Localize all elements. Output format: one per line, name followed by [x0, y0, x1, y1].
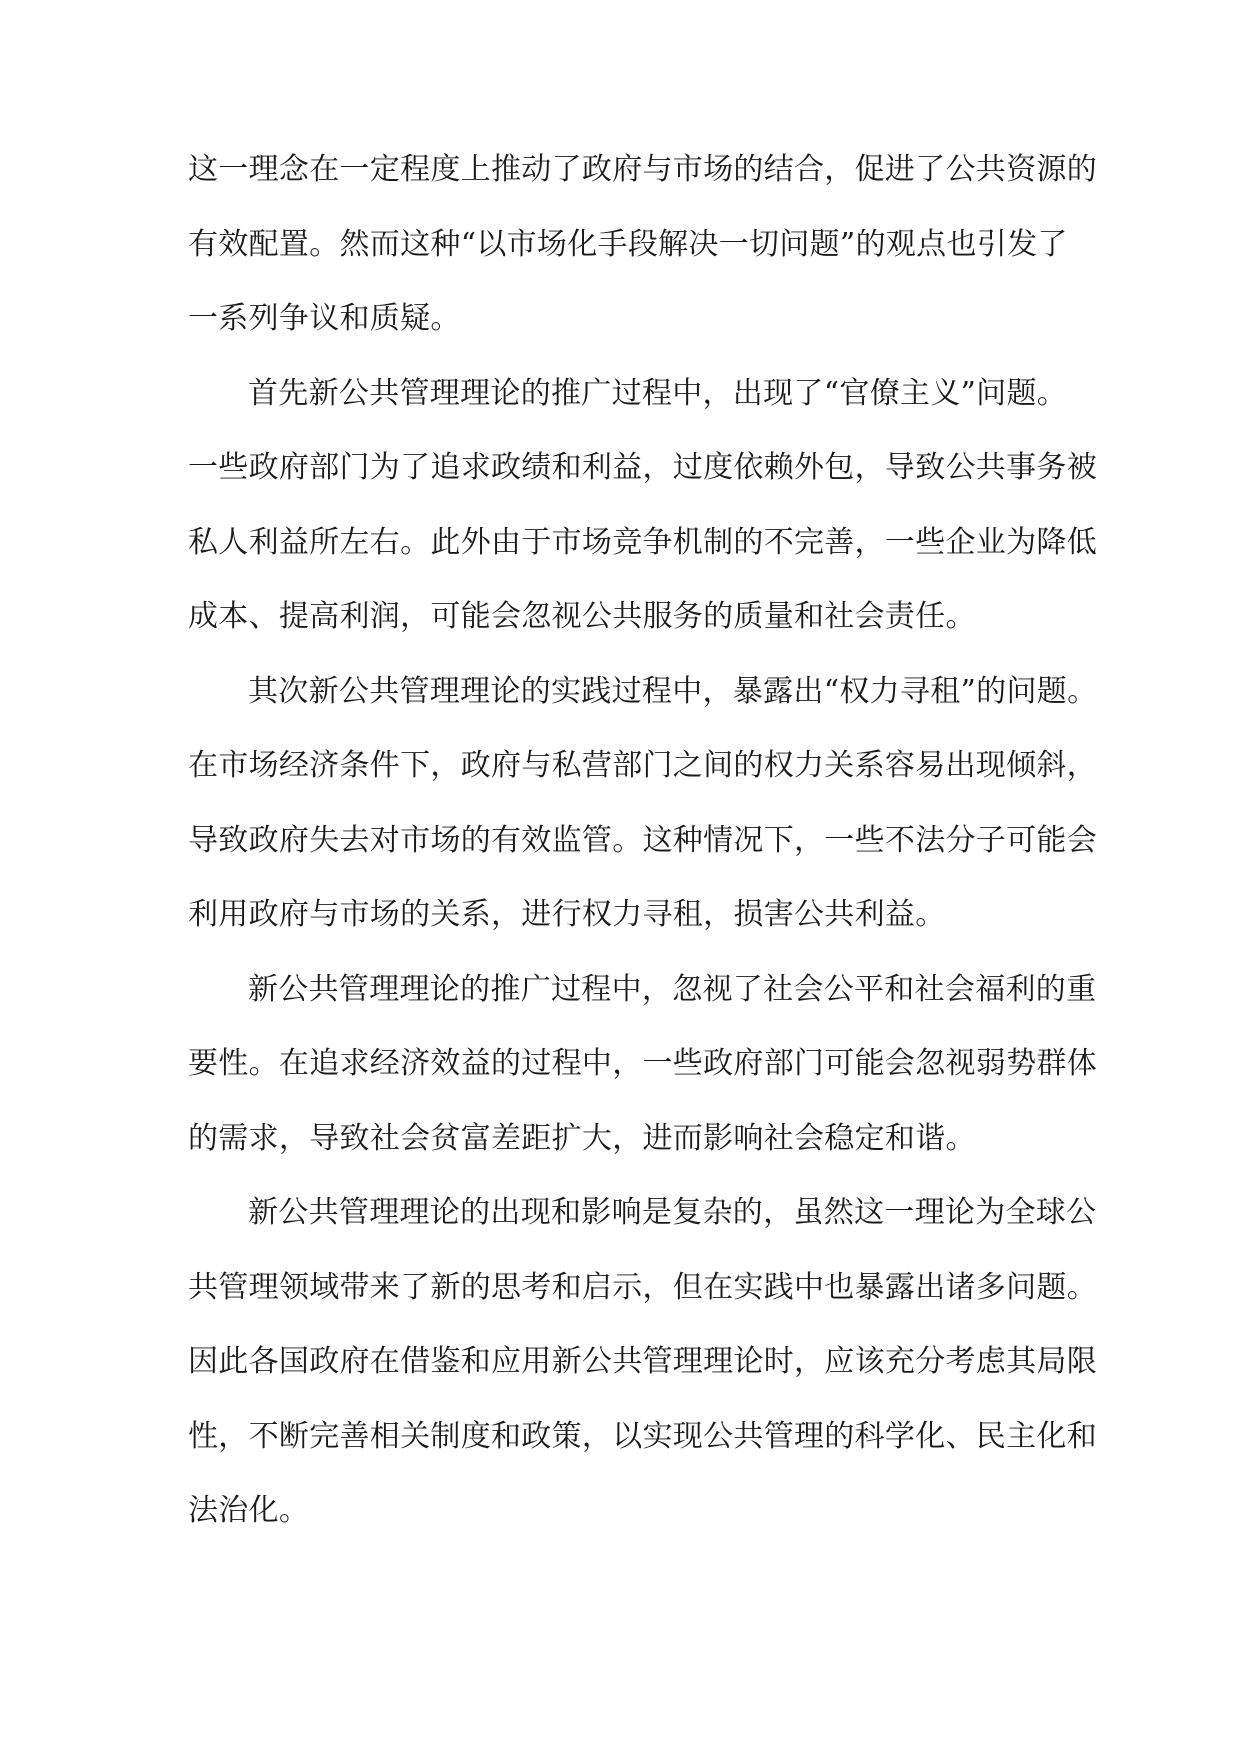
text-line: 一系列争议和质疑。 [188, 301, 461, 336]
text-line: 成本、提高利润，可能会忽视公共服务的质量和社会责任。 [188, 599, 976, 634]
paragraph-first-line: 新公共管理理论的推广过程中，忽视了社会公平和社会福利的重 [248, 972, 1097, 1007]
text-line: 利用政府与市场的关系，进行权力寻租，损害公共利益。 [188, 897, 946, 932]
text-line: 私人利益所左右。此外由于市场竞争机制的不完善，一些企业为降低 [188, 525, 1097, 560]
text-line: 因此各国政府在借鉴和应用新公共管理理论时，应该充分考虑其局限 [188, 1344, 1097, 1379]
paragraph-first-line: 其次新公共管理理论的实践过程中，暴露出“权力寻租”的问题。 [248, 674, 1098, 709]
text-line: 法治化。 [188, 1493, 310, 1528]
paragraph-first-line: 新公共管理理论的出现和影响是复杂的，虽然这一理论为全球公 [248, 1195, 1097, 1230]
text-line: 要性。在追求经济效益的过程中，一些政府部门可能会忽视弱势群体 [188, 1046, 1097, 1081]
text-line: 有效配置。然而这种“以市场化手段解决一切问题”的观点也引发了 [188, 227, 1068, 262]
text-line: 性，不断完善相关制度和政策，以实现公共管理的科学化、民主化和 [188, 1419, 1097, 1454]
text-line: 一些政府部门为了追求政绩和利益，过度依赖外包，导致公共事务被 [188, 450, 1097, 485]
text-line: 的需求，导致社会贫富差距扩大，进而影响社会稳定和谐。 [188, 1121, 976, 1156]
text-line: 在市场经济条件下，政府与私营部门之间的权力关系容易出现倾斜， [188, 748, 1097, 783]
text-line: 这一理念在一定程度上推动了政府与市场的结合，促进了公共资源的 [188, 152, 1097, 187]
paragraph-first-line: 首先新公共管理理论的推广过程中，出现了“官僚主义”问题。 [248, 376, 1068, 411]
text-line: 共管理领域带来了新的思考和启示，但在实践中也暴露出诸多问题。 [188, 1270, 1097, 1305]
text-line: 导致政府失去对市场的有效监管。这种情况下，一些不法分子可能会 [188, 823, 1097, 858]
